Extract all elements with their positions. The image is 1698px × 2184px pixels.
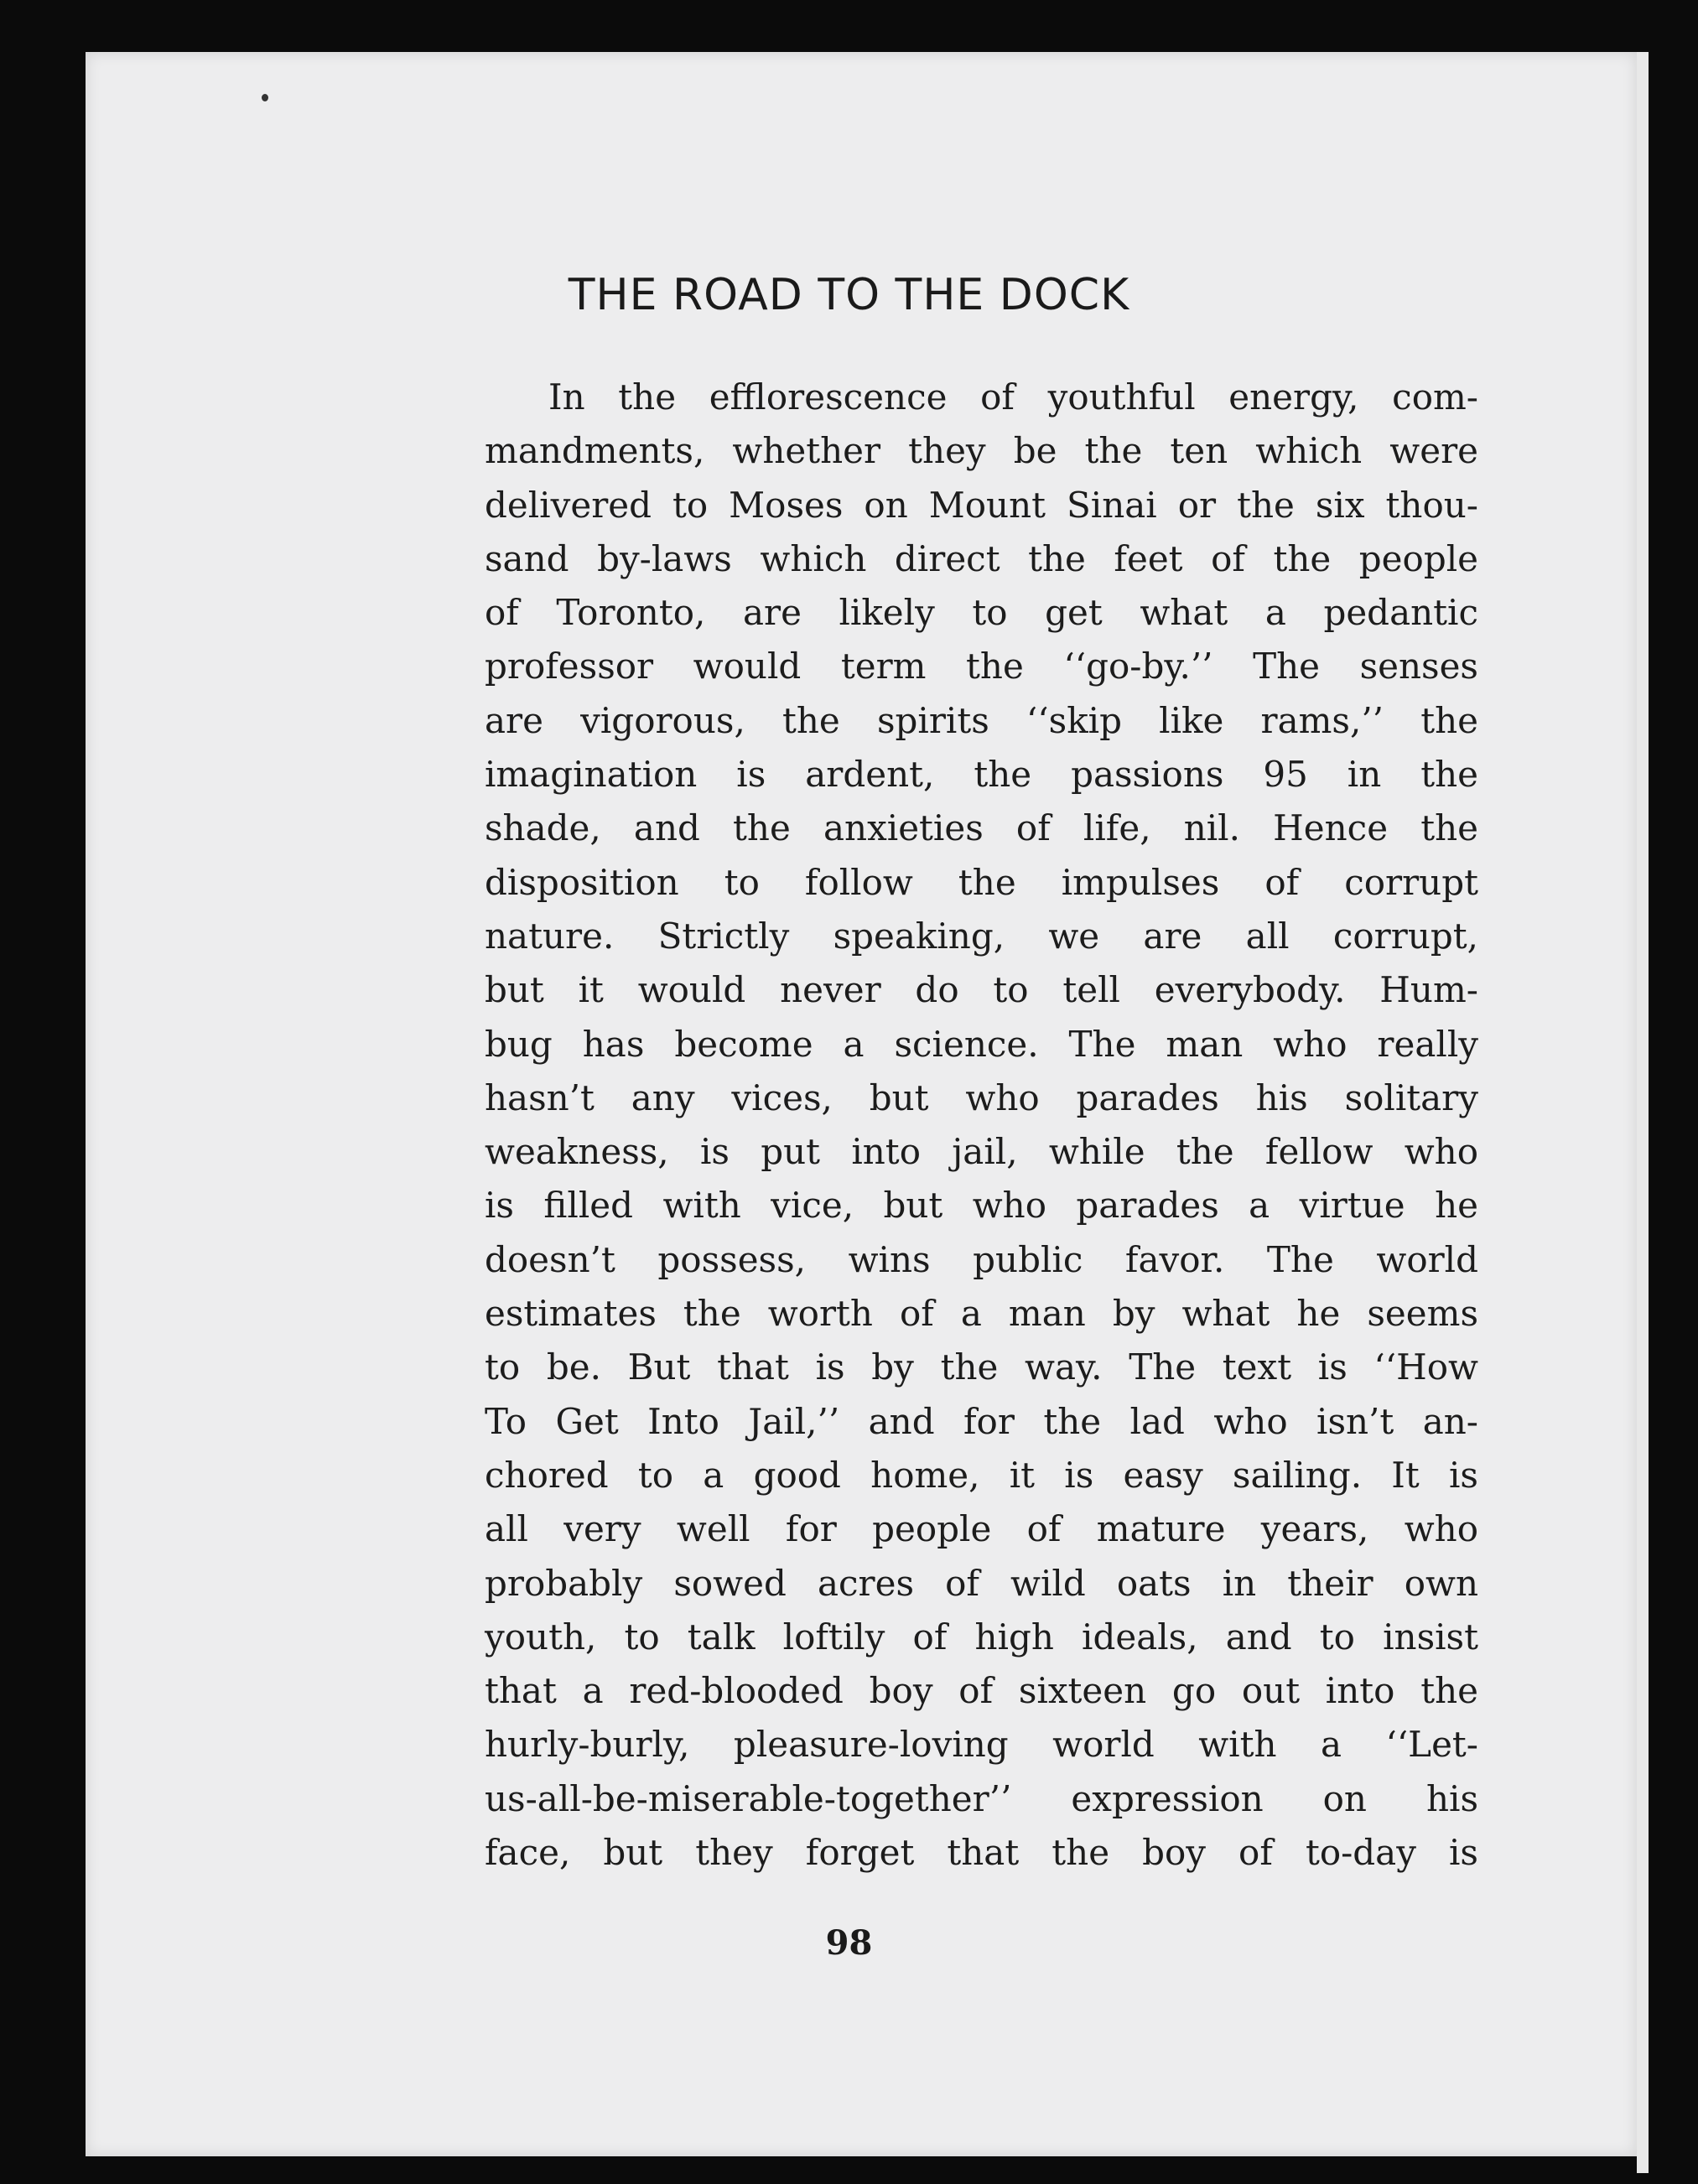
- text-line: that a red-blooded boy of sixteen go out into the: [485, 1670, 1478, 1712]
- text-line: weakness, is put into jail, while the fellow who: [485, 1131, 1478, 1173]
- text-line: youth, to talk loftily of high ideals, and to insist: [485, 1616, 1478, 1657]
- text-line: of Toronto, are likely to get what a pedantic: [485, 592, 1478, 634]
- text-line: imagination is ardent, the passions 95 in the: [485, 754, 1478, 796]
- text-line: nature. Strictly speaking, we are all corrupt,: [485, 915, 1478, 957]
- text-line: shade, and the anxieties of life, nil. Hence the: [485, 807, 1478, 849]
- text-line: face, but they forget that the boy of to-day is: [485, 1832, 1478, 1874]
- page-edge: [1637, 52, 1649, 2173]
- text-line: estimates the worth of a man by what he seems: [485, 1293, 1478, 1335]
- text-line: bug has become a science. The man who really: [485, 1023, 1478, 1065]
- text-line: disposition to follow the impulses of corrupt: [485, 861, 1478, 903]
- text-line: In the efflorescence of youthful energy, com-: [548, 376, 1478, 418]
- dust-speck: [262, 94, 268, 101]
- text-line: all very well for people of mature years, who: [485, 1508, 1478, 1550]
- text-line: hasn’t any vices, but who parades his solitary: [485, 1076, 1478, 1118]
- chapter-title: THE ROAD TO THE DOCK: [568, 270, 1130, 320]
- text-line: are vigorous, the spirits ‘‘skip like rams,’’ the: [485, 699, 1478, 741]
- text-line: professor would term the ‘‘go-by.’’ The senses: [485, 646, 1478, 687]
- text-line: sand by-laws which direct the feet of the people: [485, 537, 1478, 579]
- text-line: hurly-burly, pleasure-loving world with a ‘‘Let-: [485, 1724, 1478, 1766]
- text-line: mandments, whether they be the ten which were: [485, 430, 1478, 472]
- text-line: doesn’t possess, wins public favor. The world: [485, 1238, 1478, 1280]
- page-number: 98: [825, 1923, 873, 1963]
- text-line: probably sowed acres of wild oats in their own: [485, 1562, 1478, 1604]
- text-line: delivered to Moses on Mount Sinai or the six thou-: [485, 484, 1478, 526]
- text-line: us-all-be-miserable-together’’ expression on his: [485, 1777, 1478, 1819]
- body-paragraph: [485, 371, 1478, 1880]
- text-line: but it would never do to tell everybody. Hum-: [485, 969, 1478, 1011]
- text-line: to be. But that is by the way. The text is ‘‘How: [485, 1346, 1478, 1388]
- text-line: is filled with vice, but who parades a virtue he: [485, 1185, 1478, 1227]
- text-line: chored to a good home, it is easy sailing. It is: [485, 1454, 1478, 1496]
- text-line: To Get Into Jail,’’ and for the lad who isn’t an-: [485, 1400, 1478, 1442]
